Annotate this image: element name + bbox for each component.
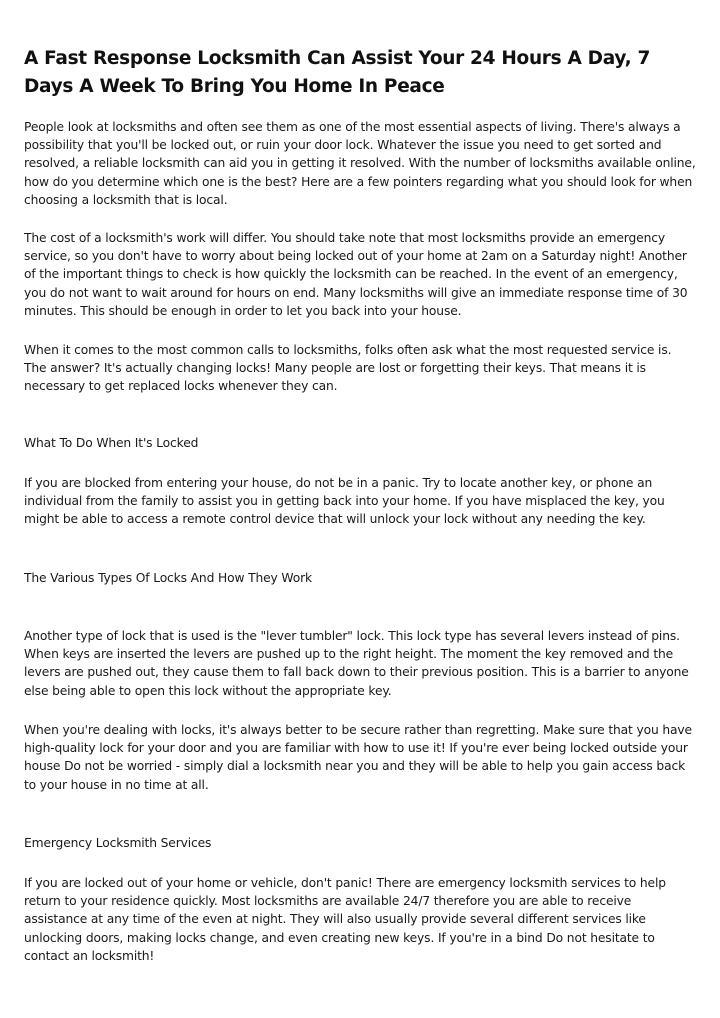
- paragraph-intro: People look at locksmiths and often see them as one of the most essential aspects of living. There's always a possibility that you'll be locked out, or ruin your door lock. Whatever the issue you need to get sorted and resolved, a reliable locksmith can aid you in getting it resolved. With the number of locksmiths available online, how do you determine which one is the best? Here are a few pointers regarding what you should look for when choosing a locksmith that is local.: [24, 120, 696, 207]
- paragraph-secure: When you're dealing with locks, it's always better to be secure rather than regretting. Make sure that you have high-quality lock for your door and you are familiar with how to use it! If you're ever being locked outside your house Do not be worried - simply dial a locksmith near you and they will be able to help you gain access back to your house in no time at all.: [24, 723, 692, 792]
- paragraph-lever-tumbler: Another type of lock that is used is the "lever tumbler" lock. This lock type has several levers instead of pins. When keys are inserted the levers are pushed up to the right height. The moment the key removed and the levers are pushed out, they cause them to fall back down to their previous position. This is a barrier to anyone else being able to open this lock without the appropriate key.: [24, 629, 689, 698]
- page-title: A Fast Response Locksmith Can Assist Your 24 Hours A Day, 7 Days A Week To Bring You Home In Peace: [24, 48, 651, 97]
- paragraph-locked: If you are blocked from entering your house, do not be in a panic. Try to locate another key, or phone an individual from the family to assist you in getting back into your home. If you have misplaced the key, you might be able to access a remote control device that will unlock your lock without any needing the key.: [24, 476, 665, 527]
- paragraph-common-calls: When it comes to the most common calls to locksmiths, folks often ask what the most requested service is. The answer? It's actually changing locks! Many people are lost or forgetting their keys. That means it is necessary to get replaced locks whenever they can.: [24, 343, 672, 394]
- section-heading-lock-types: The Various Types Of Locks And How They Work: [24, 571, 312, 585]
- paragraph-cost: The cost of a locksmith's work will differ. You should take note that most locksmiths provide an emergency service, so you don't have to worry about being locked out of your home at 2am on a Saturday night! Another of the important things to check is how quickly the locksmith can be reached. In the event of an emergency, you do not want to wait around for hours on end. Many locksmiths will give an immediate response time of 30 minutes. This should be enough in order to let you back into your house.: [24, 231, 688, 318]
- section-heading-locked: What To Do When It's Locked: [24, 436, 199, 450]
- paragraph-emergency: If you are locked out of your home or vehicle, don't panic! There are emergency locksmith services to help return to your residence quickly. Most locksmiths are available 24/7 therefore you are able to receive assistance at any time of the even at night. They will also usually provide several different services like unlocking doors, making locks change, and even creating new keys. If you're in a bind Do not hesitate to contact an locksmith!: [24, 876, 666, 963]
- section-heading-emergency: Emergency Locksmith Services: [24, 836, 212, 850]
